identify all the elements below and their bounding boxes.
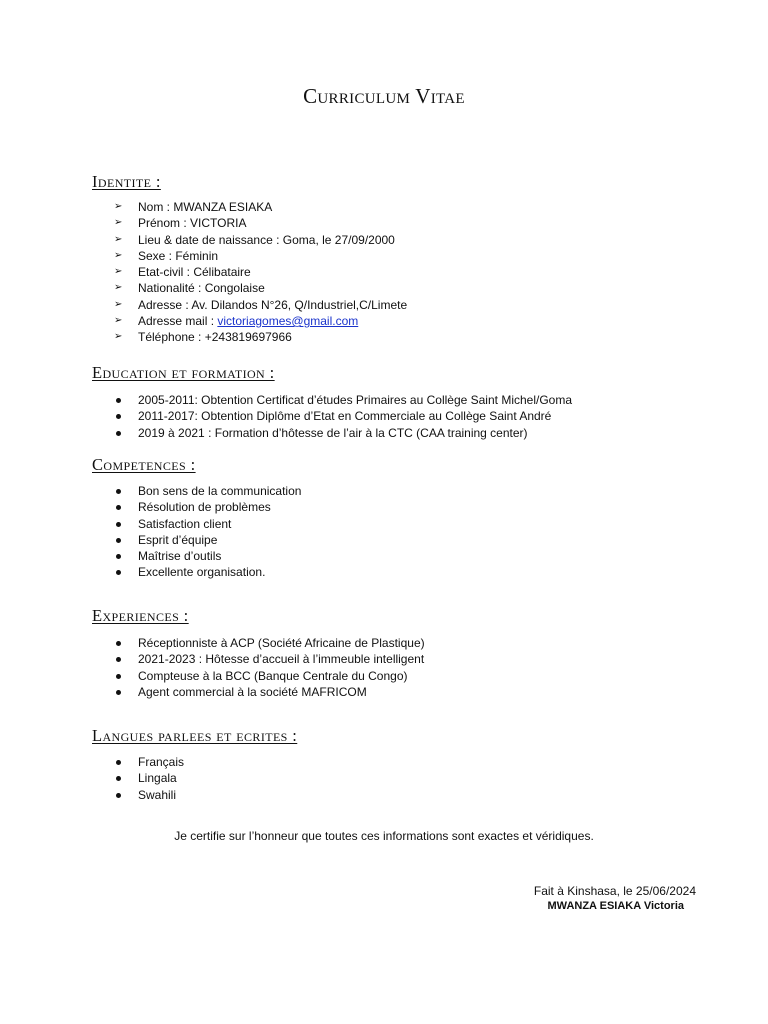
list-item-naissance: ➢ Lieu & date de naissance : Goma, le 27/09/2000 bbox=[114, 232, 395, 247]
arrow-bullet-icon: ➢ bbox=[114, 217, 123, 229]
langues-list bbox=[0, 754, 184, 803]
list-item: Français bbox=[0, 754, 184, 770]
identite-list bbox=[0, 199, 407, 346]
list-item-prenom: ➢ Prénom : VICTORIA bbox=[114, 216, 247, 231]
bullet-dot-icon bbox=[116, 431, 121, 436]
bullet-dot-icon bbox=[116, 554, 121, 559]
list-item: 2021-2023 : Hôtesse d’accueil à l’immeuble intelligent bbox=[0, 651, 425, 667]
list-item: 2005-2011: Obtention Certificat d’études Primaires au Collège Saint Michel/Goma bbox=[0, 392, 572, 408]
list-item-email bbox=[0, 313, 407, 329]
list-item-telephone: ➢ Téléphone : +243819697966 bbox=[114, 330, 292, 345]
bullet-dot-icon bbox=[116, 674, 121, 679]
bullet-dot-icon bbox=[116, 522, 121, 527]
bullet-dot-icon bbox=[116, 690, 121, 695]
bullet-dot-icon bbox=[116, 793, 121, 798]
list-item-etat-civil: ➢ Etat-civil : Célibataire bbox=[114, 265, 251, 280]
arrow-bullet-icon: ➢ bbox=[114, 266, 123, 278]
bullet-dot-icon bbox=[116, 538, 121, 543]
list-item-nom: ➢ Nom : MWANZA ESIAKA bbox=[114, 200, 273, 214]
education-list bbox=[0, 392, 572, 441]
bullet-dot-icon bbox=[116, 760, 121, 765]
document-title: Curriculum Vitae bbox=[303, 84, 465, 108]
competences-heading: Competences : bbox=[92, 455, 196, 474]
list-item: Excellente organisation. bbox=[0, 564, 301, 580]
list-item: Satisfaction client bbox=[0, 516, 301, 532]
list-item-nationalite: ➢ Nationalité : Congolaise bbox=[114, 281, 265, 296]
place-date: Fait à Kinshasa, le 25/06/2024 bbox=[533, 884, 696, 898]
list-item: Maîtrise d’outils bbox=[0, 548, 301, 564]
list-item: Lingala bbox=[0, 770, 184, 786]
arrow-bullet-icon: ➢ bbox=[114, 315, 123, 327]
list-item-adresse: ➢ Adresse : Av. Dilandos N°26, Q/Industriel,C/Limete bbox=[114, 297, 408, 312]
bullet-dot-icon bbox=[116, 657, 121, 662]
experiences-heading: Experiences : bbox=[92, 606, 189, 625]
list-item: 2019 à 2021 : Formation d’hôtesse de l’air à la CTC (CAA training center) bbox=[0, 425, 572, 441]
arrow-bullet-icon: ➢ bbox=[114, 249, 123, 261]
arrow-bullet-icon: ➢ bbox=[114, 282, 123, 294]
list-item: Compteuse à la BCC (Banque Centrale du Congo) bbox=[0, 668, 425, 684]
email-label: Adresse mail : bbox=[138, 314, 218, 329]
list-item: Swahili bbox=[0, 787, 184, 803]
bullet-dot-icon bbox=[116, 414, 121, 419]
bullet-dot-icon bbox=[116, 398, 121, 403]
list-item-sexe: ➢ Sexe : Féminin bbox=[114, 248, 219, 263]
list-item: Résolution de problèmes bbox=[0, 499, 301, 515]
education-heading: Education et formation : bbox=[92, 363, 275, 382]
email-link[interactable]: victoriagomes@gmail.com bbox=[217, 314, 359, 329]
bullet-dot-icon bbox=[116, 570, 121, 575]
bullet-dot-icon bbox=[116, 489, 121, 494]
list-item: Agent commercial à la société MAFRICOM bbox=[0, 684, 425, 700]
list-item: 2011-2017: Obtention Diplôme d’Etat en Commerciale au Collège Saint André bbox=[0, 408, 572, 424]
bullet-dot-icon bbox=[116, 776, 121, 781]
arrow-bullet-icon: ➢ bbox=[114, 298, 123, 310]
arrow-bullet-icon: ➢ bbox=[114, 201, 123, 212]
list-item: Esprit d’équipe bbox=[0, 532, 301, 548]
competences-list bbox=[0, 483, 301, 581]
list-item: Bon sens de la communication bbox=[0, 483, 301, 499]
certification-statement: Je certifie sur l’honneur que toutes ces informations sont exactes et véridiques. bbox=[174, 829, 594, 843]
experiences-list bbox=[0, 635, 425, 700]
arrow-bullet-icon: ➢ bbox=[114, 233, 123, 245]
langues-heading: Langues parlees et ecrites : bbox=[92, 726, 298, 745]
arrow-bullet-icon: ➢ bbox=[114, 331, 123, 343]
list-item: Réceptionniste à ACP (Société Africaine de Plastique) bbox=[0, 635, 425, 651]
signature-name: MWANZA ESIAKA Victoria bbox=[547, 900, 684, 912]
bullet-dot-icon bbox=[116, 641, 121, 646]
bullet-dot-icon bbox=[116, 505, 121, 510]
identite-heading: Identite : bbox=[92, 172, 161, 191]
